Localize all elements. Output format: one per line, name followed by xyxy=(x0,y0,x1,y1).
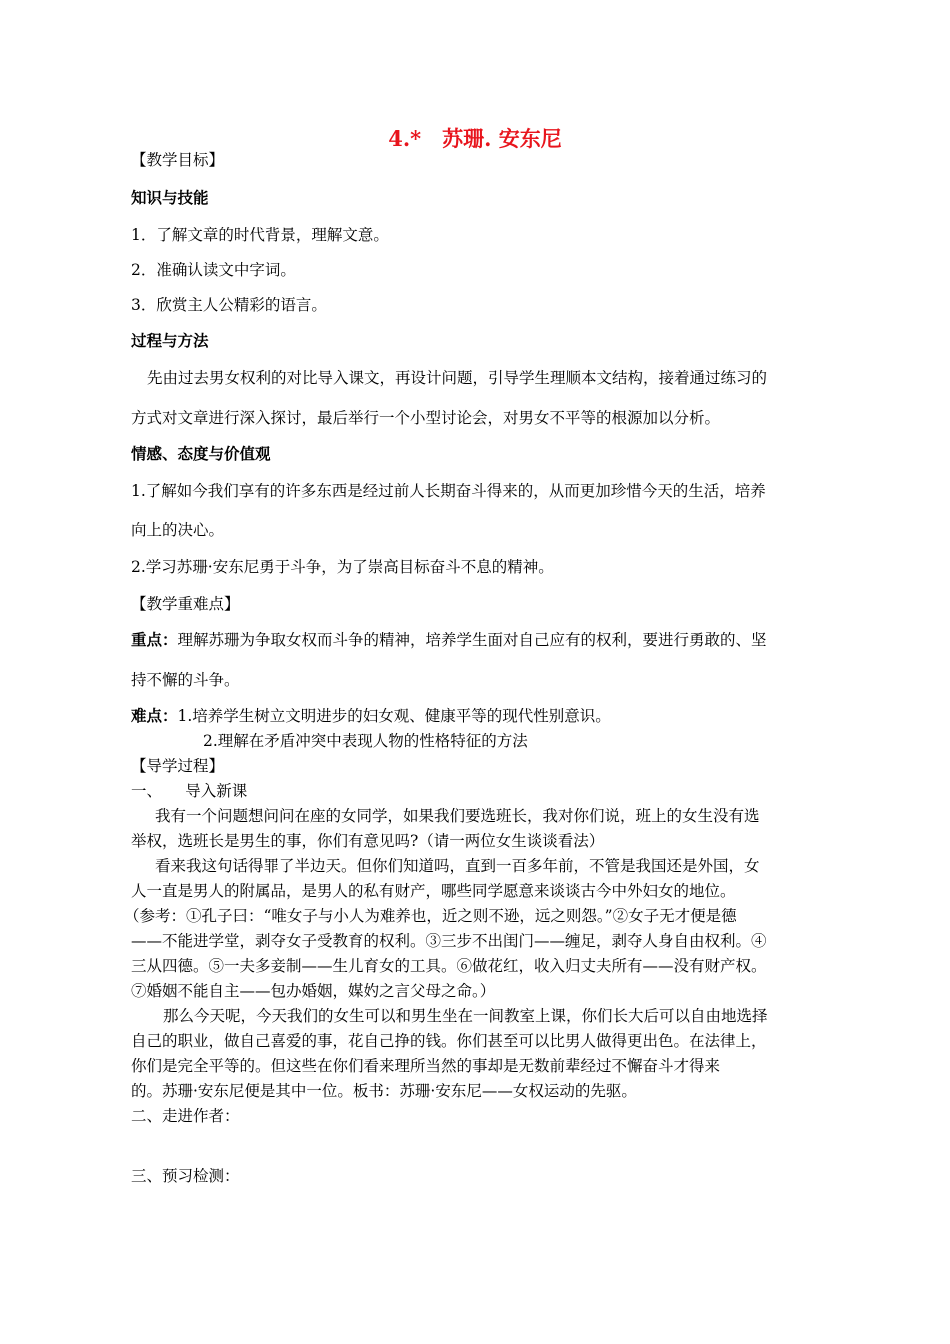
knowledge-item: 2．准确认读文中字词。 xyxy=(131,261,296,279)
key-point-text: 理解苏珊为争取女权而斗争的精神，培养学生面对自己应有的权利，要进行勇敢的、坚 xyxy=(177,631,767,649)
knowledge-item: 3．欣赏主人公精彩的语言。 xyxy=(131,296,327,314)
key-point-line xyxy=(131,630,767,650)
paragraph-line: ——不能进学堂，剥夺女子受教育的权利。③三步不出闺门——缠足，剥夺人身自由权利。④ xyxy=(131,932,767,950)
paragraph-line: 人一直是男人的附属品，是男人的私有财产，哪些同学愿意来谈谈古今中外妇女的地位。 xyxy=(131,882,736,900)
paragraph-line: 三从四德。⑤一夫多妾制——生儿育女的工具。⑥做花红，收入归丈夫所有——没有财产权。 xyxy=(131,957,767,975)
paragraph-line: （参考：①孔子曰：“唯女子与小人为难养也，近之则不逊，远之则怨。”②女子无才便是德 xyxy=(124,907,737,925)
paragraph-line: 那么今天呢，今天我们的女生可以和男生坐在一间教室上课，你们长大后可以自由地选择 xyxy=(163,1007,768,1025)
emotion-line: 2.学习苏珊·安东尼勇于斗争，为了崇高目标奋斗不息的精神。 xyxy=(131,558,554,576)
paragraph-line: 的。苏珊·安东尼便是其中一位。板书：苏珊·安东尼——女权运动的先驱。 xyxy=(131,1082,637,1100)
key-point-line: 持不懈的斗争。 xyxy=(131,671,240,689)
goals-heading: 【教学目标】 xyxy=(131,151,225,169)
part1-heading: 一、 导入新课 xyxy=(131,782,248,800)
hard-point-text: 1.培养学生树立文明进步的妇女观、健康平等的现代性别意识。 xyxy=(177,707,611,725)
knowledge-heading: 知识与技能 xyxy=(131,188,209,207)
page-title: 4.* 苏珊. 安东尼 xyxy=(388,126,562,151)
hard-point-line: 2.理解在矛盾冲突中表现人物的性格特征的方法 xyxy=(203,732,528,750)
emotion-line: 1.了解如今我们享有的许多东西是经过前人长期奋斗得来的，从而更加珍惜今天的生活，培养 xyxy=(131,482,766,500)
paragraph-line: 看来我这句话得罪了半边天。但你们知道吗，直到一百多年前，不管是我国还是外国，女 xyxy=(155,857,760,875)
emotion-line: 向上的决心。 xyxy=(131,521,225,539)
paragraph-line: 举权，选班长是男生的事，你们有意见吗?（请一两位女生谈谈看法） xyxy=(131,832,605,850)
emotion-heading: 情感、态度与价值观 xyxy=(131,444,271,463)
key-point-label: 重点： xyxy=(131,630,178,649)
guide-heading: 【导学过程】 xyxy=(131,757,225,775)
knowledge-item: 1．了解文章的时代背景，理解文意。 xyxy=(131,226,389,244)
part3-heading: 三、预习检测： xyxy=(131,1167,240,1185)
paragraph-line: 自己的职业，做自己喜爱的事，花自己挣的钱。你们甚至可以比男人做得更出色。在法律上， xyxy=(131,1032,767,1050)
process-heading: 过程与方法 xyxy=(131,331,209,350)
paragraph-line: 我有一个问题想问问在座的女同学，如果我们要选班长，我对你们说，班上的女生没有选 xyxy=(155,807,760,825)
difficulty-heading: 【教学重难点】 xyxy=(131,595,240,613)
hard-point-label: 难点： xyxy=(131,706,178,725)
paragraph-line: ⑦婚姻不能自主——包办婚姻，媒妁之言父母之命。） xyxy=(131,982,496,1000)
process-paragraph-line: 先由过去男女权利的对比导入课文，再设计问题，引导学生理顺本文结构，接着通过练习的 xyxy=(147,369,768,387)
paragraph-line: 你们是完全平等的。但这些在你们看来理所当然的事却是无数前辈经过不懈奋斗才得来 xyxy=(131,1057,721,1075)
hard-point-line xyxy=(131,706,611,726)
part2-heading: 二、走进作者： xyxy=(131,1107,240,1125)
process-paragraph-line: 方式对文章进行深入探讨，最后举行一个小型讨论会，对男女不平等的根源加以分析。 xyxy=(131,409,721,427)
